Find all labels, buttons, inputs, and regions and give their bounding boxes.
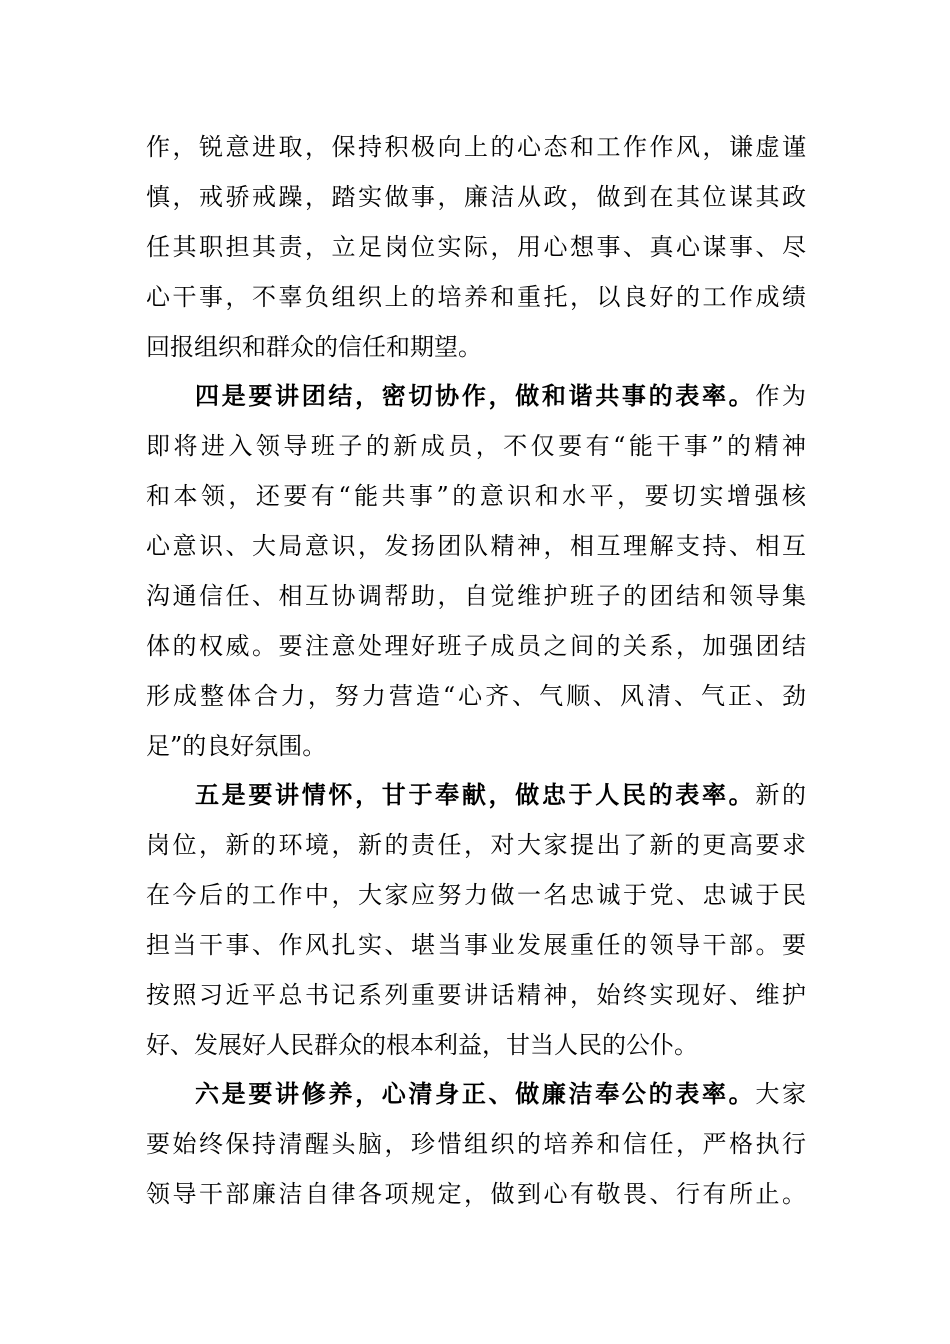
paragraph-heading: 六是要讲修养，心清身正、做廉洁奉公的表率。 bbox=[195, 1080, 756, 1108]
paragraph-first-line bbox=[195, 1074, 806, 1114]
text-line: 足”的良好氛围。 bbox=[146, 732, 327, 760]
text-line: 任其职担其责，立足岗位实际，用心想事、真心谋事、尽 bbox=[146, 233, 806, 261]
text-line: 心干事，不辜负组织上的培养和重托，以良好的工作成绩 bbox=[146, 283, 806, 311]
text-line: 按照习近平总书记系列重要讲话精神，始终实现好、维护 bbox=[146, 981, 806, 1009]
text-line: 担当干事、作风扎实、堪当事业发展重任的领导干部。要 bbox=[146, 931, 806, 959]
text-line: 和本领，还要有“能共事”的意识和水平，要切实增强核 bbox=[146, 482, 806, 510]
text-line: 慎，戒骄戒躁，踏实做事，廉洁从政，做到在其位谋其政 bbox=[146, 183, 806, 211]
text-line: 要始终保持清醒头脑，珍惜组织的培养和信任，严格执行 bbox=[146, 1130, 806, 1158]
text-line: 回报组织和群众的信任和期望。 bbox=[146, 333, 482, 361]
text-line: 好、发展好人民群众的根本利益，甘当人民的公仆。 bbox=[146, 1031, 698, 1059]
paragraph-first-line bbox=[195, 775, 806, 815]
text-line: 作，锐意进取，保持积极向上的心态和工作作风，谦虚谨 bbox=[146, 133, 806, 161]
text-line: 领导干部廉洁自律各项规定，做到心有敬畏、行有所止。 bbox=[146, 1180, 806, 1208]
text-line: 在今后的工作中，大家应努力做一名忠诚于党、忠诚于民 bbox=[146, 881, 806, 909]
paragraph-heading: 五是要讲情怀，甘于奉献，做忠于人民的表率。 bbox=[195, 781, 756, 809]
text-line: 心意识、大局意识，发扬团队精神，相互理解支持、相互 bbox=[146, 532, 806, 560]
text-fragment: 新的 bbox=[755, 781, 807, 809]
paragraph-first-line bbox=[195, 376, 806, 416]
text-line: 岗位，新的环境，新的责任，对大家提出了新的更高要求 bbox=[146, 831, 806, 859]
text-line: 沟通信任、相互协调帮助，自觉维护班子的团结和领导集 bbox=[146, 582, 806, 610]
text-fragment: 作为 bbox=[755, 382, 807, 410]
text-fragment: 大家 bbox=[755, 1080, 807, 1108]
text-line: 体的权威。要注意处理好班子成员之间的关系，加强团结 bbox=[146, 632, 806, 660]
paragraph-heading: 四是要讲团结，密切协作，做和谐共事的表率。 bbox=[195, 382, 756, 410]
text-line: 形成整体合力，努力营造“心齐、气顺、风清、气正、劲 bbox=[146, 682, 806, 710]
text-line: 即将进入领导班子的新成员，不仅要有“能干事”的精神 bbox=[146, 432, 806, 460]
